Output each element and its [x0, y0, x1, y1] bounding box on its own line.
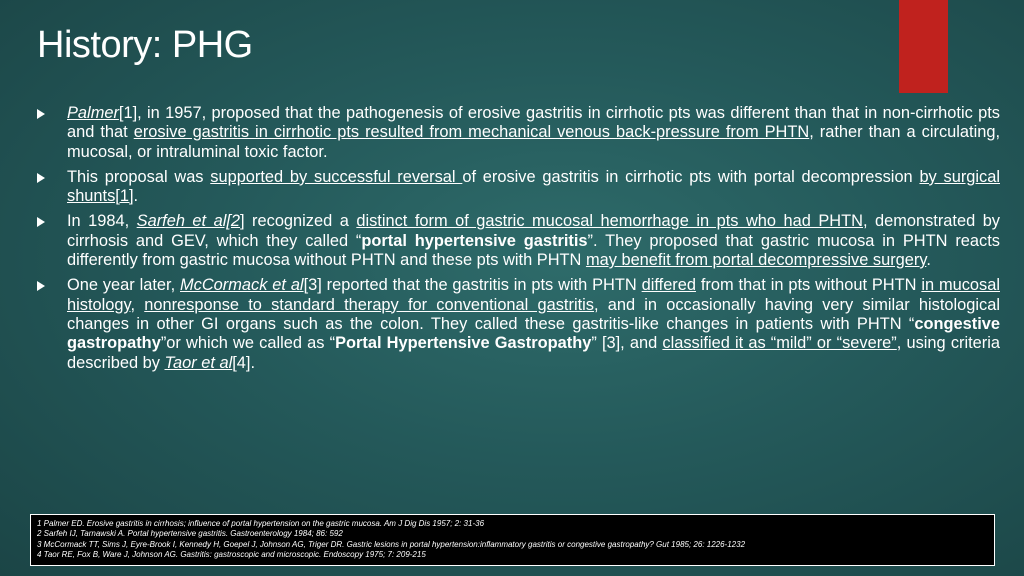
reference-4: 4 Taor RE, Fox B, Ware J, Johnson AG. Gastritis: gastroscopic and microscopic. Endoscopy 1975; 7: 209-215 — [37, 550, 426, 560]
bullet-run-u: erosive gastritis in cirrhotic pts resulted from mechanical venous back-pressure from PHTN — [133, 123, 810, 142]
bullet-text — [67, 212, 1000, 269]
bullet-run-b: portal hypertensive gastritis — [361, 231, 588, 250]
bullet-run-ai: McCormack et al — [180, 276, 304, 295]
bullet-run: This proposal was — [67, 167, 211, 186]
bullet-run: ”. They proposed that gastric mucosa in PHTN reacts differently from gastric mucosa without PHTN and these pts with PHTN — [67, 231, 1000, 270]
bullet-run-u: by surgical shunts[1] — [67, 167, 1000, 206]
bullet-run-u: may benefit from portal decompressive surgery — [585, 251, 927, 270]
bullet-run: , and in occasionally having very similar histological changes in other GI organs such as the colon. They called these gastritis-like changes in patients with PHTN “ — [67, 295, 1001, 333]
bullet-run: , rather than a circulating, mucosal, or intraluminal toxic factor. — [67, 123, 1001, 161]
bullet-run-b: congestive gastropathy — [67, 314, 1000, 353]
bullet-run-u: classified it as “mild” or “severe” — [662, 334, 897, 353]
bullet-run: In 1984, — [67, 212, 137, 231]
bullet-proposal — [36, 168, 1000, 207]
bullet-sarfeh — [36, 212, 1000, 270]
accent-tab — [899, 0, 948, 93]
bullet-run: ”or which we called as “ — [160, 334, 336, 353]
bullet-run: of erosive gastritis in cirrhotic pts with portal decompression — [462, 167, 920, 186]
bullet-run-u: supported by successful reversal — [210, 167, 463, 186]
slide-title: History: PHG — [37, 24, 253, 66]
bullet-run: , using criteria described by — [67, 334, 1000, 372]
references-box — [30, 514, 995, 566]
bullet-run: . — [133, 187, 139, 206]
bullet-list — [36, 104, 1000, 379]
bullet-text — [67, 104, 1000, 161]
bullet-run-u: nonresponse to standard therapy for conventional gastritis — [144, 295, 594, 314]
bullet-run-b: Portal Hypertensive Gastropathy — [335, 334, 592, 353]
bullet-text — [67, 276, 1000, 371]
reference-3: 3 McCormack TT, Sims J, Eyre-Brook I, Kennedy H, Goepel J, Johnson AG, Triger DR. Gastric lesions in portal hypertension:inflammatory gastritis or congestive gastropathy? Gut 1985; 26: 1226-1232 — [37, 539, 746, 549]
reference-1: 1 Palmer ED. Erosive gastritis in cirrhosis; influence of portal hypertension on the gastric mucosa. Am J Dig Dis 1957; 2: 31-36 — [37, 519, 485, 528]
reference-2: 2 Sarfeh IJ, Tarnawski A. Portal hypertensive gastritis. Gastroenterology 1984; 86: 592 — [37, 529, 343, 539]
bullet-run-u: in mucosal histology — [67, 276, 1000, 314]
bullet-run: , demonstrated by cirrhosis and GEV, which they called “ — [67, 212, 1001, 250]
bullet-text — [67, 168, 1000, 205]
bullet-arrow-icon — [37, 217, 45, 227]
bullet-palmer — [36, 104, 1000, 162]
bullet-mccormack — [36, 276, 1000, 372]
bullet-run: . — [926, 251, 931, 270]
bullet-run: [1], in 1957, proposed that the pathogenesis of erosive gastritis in cirrhotic pts was different than that in non-cirrhotic pts and that — [67, 104, 1000, 142]
bullet-run-ai: Sarfeh et al[2 — [136, 212, 241, 231]
bullet-run: from that in pts without PHTN — [696, 276, 922, 295]
bullet-run: ” [3], and — [591, 334, 663, 353]
bullet-run: [4]. — [232, 353, 256, 372]
bullet-run: , — [130, 295, 145, 314]
bullet-run: ] recognized a — [240, 212, 357, 231]
bullet-run-u: distinct form of gastric mucosal hemorrhage in pts who had PHTN — [356, 212, 863, 231]
bullet-run-u: differed — [641, 276, 696, 295]
bullet-run-ai: Taor et al — [164, 353, 233, 372]
bullet-arrow-icon — [37, 109, 45, 119]
bullet-arrow-icon — [37, 281, 45, 291]
bullet-run: One year later, — [67, 276, 180, 295]
bullet-run-ai: Palmer — [67, 104, 119, 122]
bullet-run: [3] reported that the gastritis in pts with PHTN — [303, 276, 642, 295]
bullet-arrow-icon — [37, 173, 45, 183]
